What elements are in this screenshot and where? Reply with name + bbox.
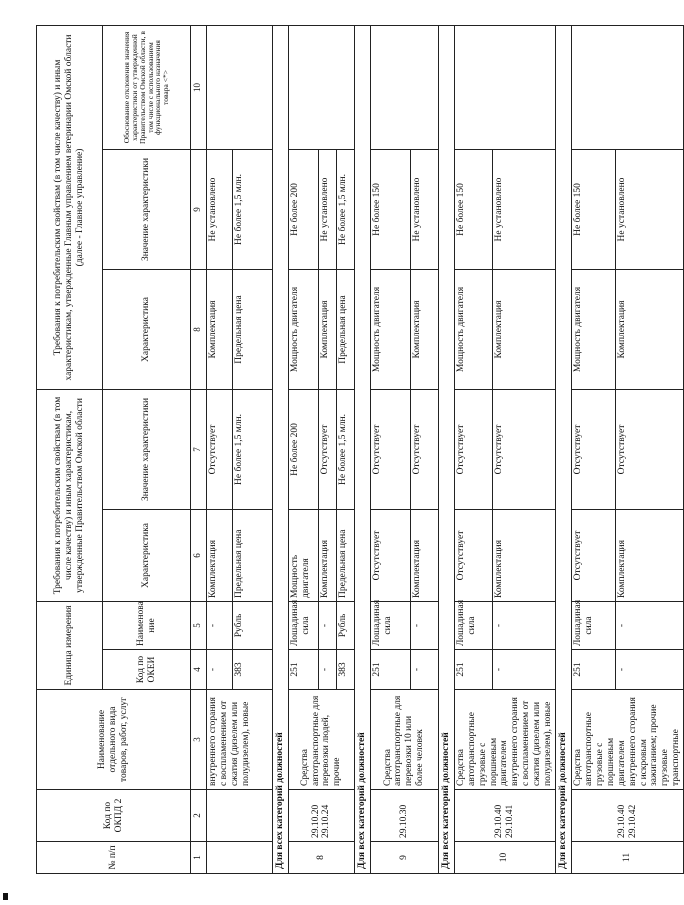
header-unit-group: Единица измерения <box>37 602 103 690</box>
scan-mark <box>3 893 8 900</box>
characteristic: Комплектация <box>615 510 683 602</box>
okei-code: 251 <box>571 650 615 690</box>
okei-code: - <box>207 650 233 690</box>
char-value: Не более 200 <box>288 390 318 510</box>
characteristic: Комплектация <box>318 510 336 602</box>
okei-code: 383 <box>336 650 354 690</box>
char-value: Отсутствует <box>370 390 410 510</box>
header-char-value: Значение характеристики <box>103 390 191 510</box>
okpd-code: 29.10.20 29.10.24 <box>288 790 354 842</box>
char-value: Отсутствует <box>615 390 683 510</box>
char-value2: Не установлено <box>410 150 438 270</box>
characteristic2: Мощность двигателя <box>454 270 492 390</box>
row-number: 10 <box>454 842 555 874</box>
category-label: Для всех категорий должностей <box>354 25 370 873</box>
header-unit-name: Наименова ние <box>103 602 191 650</box>
unit-name: Рубль <box>233 602 273 650</box>
item-name: Средства автотранспортные грузовые с поршневым двигателем внутреннего сгорания с искровым зажиганием; прочие грузовые транспортные <box>571 690 683 790</box>
col-number: 3 <box>191 690 207 790</box>
unit-name: Лошадиная сила <box>454 602 492 650</box>
char-value2: Не установлено <box>318 150 336 270</box>
rotated-page <box>36 26 682 874</box>
header-okei: Код по ОКЕИ <box>103 650 191 690</box>
header-req-omsk: Требования к потребительским свойствам (в том числе качеству) и иным характеристикам, утвержденные Правительством Омской области <box>37 390 103 602</box>
char-value: Не более 1,5 млн. <box>336 390 354 510</box>
unit-name: - <box>318 602 336 650</box>
header-num: № п/п <box>37 842 191 874</box>
characteristic2: Комплектация <box>318 270 336 390</box>
okei-code: - <box>615 650 683 690</box>
characteristic: Предельная цена <box>233 510 273 602</box>
col-number: 1 <box>191 842 207 874</box>
table-row <box>288 25 318 873</box>
characteristic: Комплектация <box>410 510 438 602</box>
characteristic: Комплектация <box>207 510 233 602</box>
okei-code: - <box>493 650 556 690</box>
characteristic: Предельная цена <box>336 510 354 602</box>
col-number: 2 <box>191 790 207 842</box>
unit-name: Лошадиная сила <box>571 602 615 650</box>
row-number: 9 <box>370 842 438 874</box>
char-value: Отсутствует <box>318 390 336 510</box>
char-value2: Не более 200 <box>288 150 318 270</box>
char-value: Отсутствует <box>571 390 615 510</box>
okei-code: - <box>410 650 438 690</box>
char-value: Отсутствует <box>571 510 615 602</box>
item-name: внутреннего сгорания с воспламенением от сжатия (дизелем или полудизелем), новые <box>207 690 273 790</box>
okei-code: 251 <box>288 650 318 690</box>
col-number: 4 <box>191 650 207 690</box>
unit-name: Лошадиная сила <box>288 602 318 650</box>
item-name: Средства автотранспортные для перевозки 10 или более человек <box>370 690 438 790</box>
header-char-value2: Значение характеристики <box>103 150 191 270</box>
col-number: 9 <box>191 150 207 270</box>
header-characteristic2: Характеристика <box>103 270 191 390</box>
char-value2: Не более 1,5 млн. <box>233 150 273 270</box>
characteristic2: Комплектация <box>493 270 556 390</box>
char-value: Отсутствует <box>493 390 556 510</box>
unit-name: Лошадиная сила <box>370 602 410 650</box>
header-name: Наименование отдельного вида товаров, работ, услуг <box>37 690 191 790</box>
row-number: 8 <box>288 842 354 874</box>
category-label: Для всех категорий должностей <box>273 25 289 873</box>
characteristic2: Мощность двигателя <box>288 270 318 390</box>
char-value2: Не установлено <box>615 150 683 270</box>
okei-code: 251 <box>370 650 410 690</box>
char-value2: Не более 150 <box>571 150 615 270</box>
unit-name: - <box>207 602 233 650</box>
char-value: Отсутствует <box>454 510 492 602</box>
col-number: 8 <box>191 270 207 390</box>
characteristic2: Мощность двигателя <box>571 270 615 390</box>
char-value: Отсутствует <box>370 510 410 602</box>
okei-code: - <box>318 650 336 690</box>
category-label: Для всех категорий должностей <box>438 25 454 873</box>
okei-code: 383 <box>233 650 273 690</box>
row-number: 11 <box>571 842 683 874</box>
characteristic2: Предельная цена <box>233 270 273 390</box>
col-number: 10 <box>191 25 207 149</box>
header-characteristic: Характеристика <box>103 510 191 602</box>
characteristic2: Комплектация <box>615 270 683 390</box>
characteristic2: Мощность двигателя <box>370 270 410 390</box>
char-value: Отсутствует <box>207 390 233 510</box>
okpd-code: 29.10.40 29.10.41 <box>454 790 555 842</box>
table-row <box>454 25 492 873</box>
header-okpd: Код по ОКПД 2 <box>37 790 191 842</box>
header-req-vet: Требования к потребительским свойствам (в том числе качеству) и иным характеристикам, утвержденные Главным управлением ветеринарии Омской области (далее - Главное управление) <box>37 25 103 389</box>
char-value2: Не более 150 <box>370 150 410 270</box>
char-value: Отсутствует <box>410 390 438 510</box>
char-value: Отсутствует <box>454 390 492 510</box>
char-value2: Не установлено <box>207 150 233 270</box>
col-number: 6 <box>191 510 207 602</box>
char-value2: Не более 150 <box>454 150 492 270</box>
char-value2: Не более 1,5 млн. <box>336 150 354 270</box>
okpd-code: 29.10.40 29.10.42 <box>571 790 683 842</box>
col-number: 7 <box>191 390 207 510</box>
char-value: Не более 1,5 млн. <box>233 390 273 510</box>
col-number: 5 <box>191 602 207 650</box>
characteristic: Комплектация <box>493 510 556 602</box>
item-name: Средства автотранспортные грузовые с поршневым двигателем внутреннего сгорания с воспламенением от сжатия (дизелем или полудизелем), новые <box>454 690 555 790</box>
item-name: Средства автотранспортные для перевозки людей, прочие <box>288 690 354 790</box>
okei-code: 251 <box>454 650 492 690</box>
characteristic2: Комплектация <box>207 270 233 390</box>
table-row <box>370 25 410 873</box>
unit-name: - <box>615 602 683 650</box>
table-row <box>571 25 615 873</box>
okpd-code: 29.10.30 <box>370 790 438 842</box>
table-row <box>207 25 233 873</box>
unit-name: Рубль <box>336 602 354 650</box>
header-justification: Обоснование отклонения значения характеристики от утвержденной Правительством Омской области, в том числе с использованием функционального назначения товара <*> <box>103 25 191 149</box>
unit-name: - <box>410 602 438 650</box>
unit-name: - <box>493 602 556 650</box>
char-value2: Не установлено <box>493 150 556 270</box>
characteristic: Мощность двигателя <box>288 510 318 602</box>
requirements-table <box>36 25 684 874</box>
characteristic2: Комплектация <box>410 270 438 390</box>
characteristic2: Предельная цена <box>336 270 354 390</box>
category-label: Для всех категорий должностей <box>556 25 572 873</box>
